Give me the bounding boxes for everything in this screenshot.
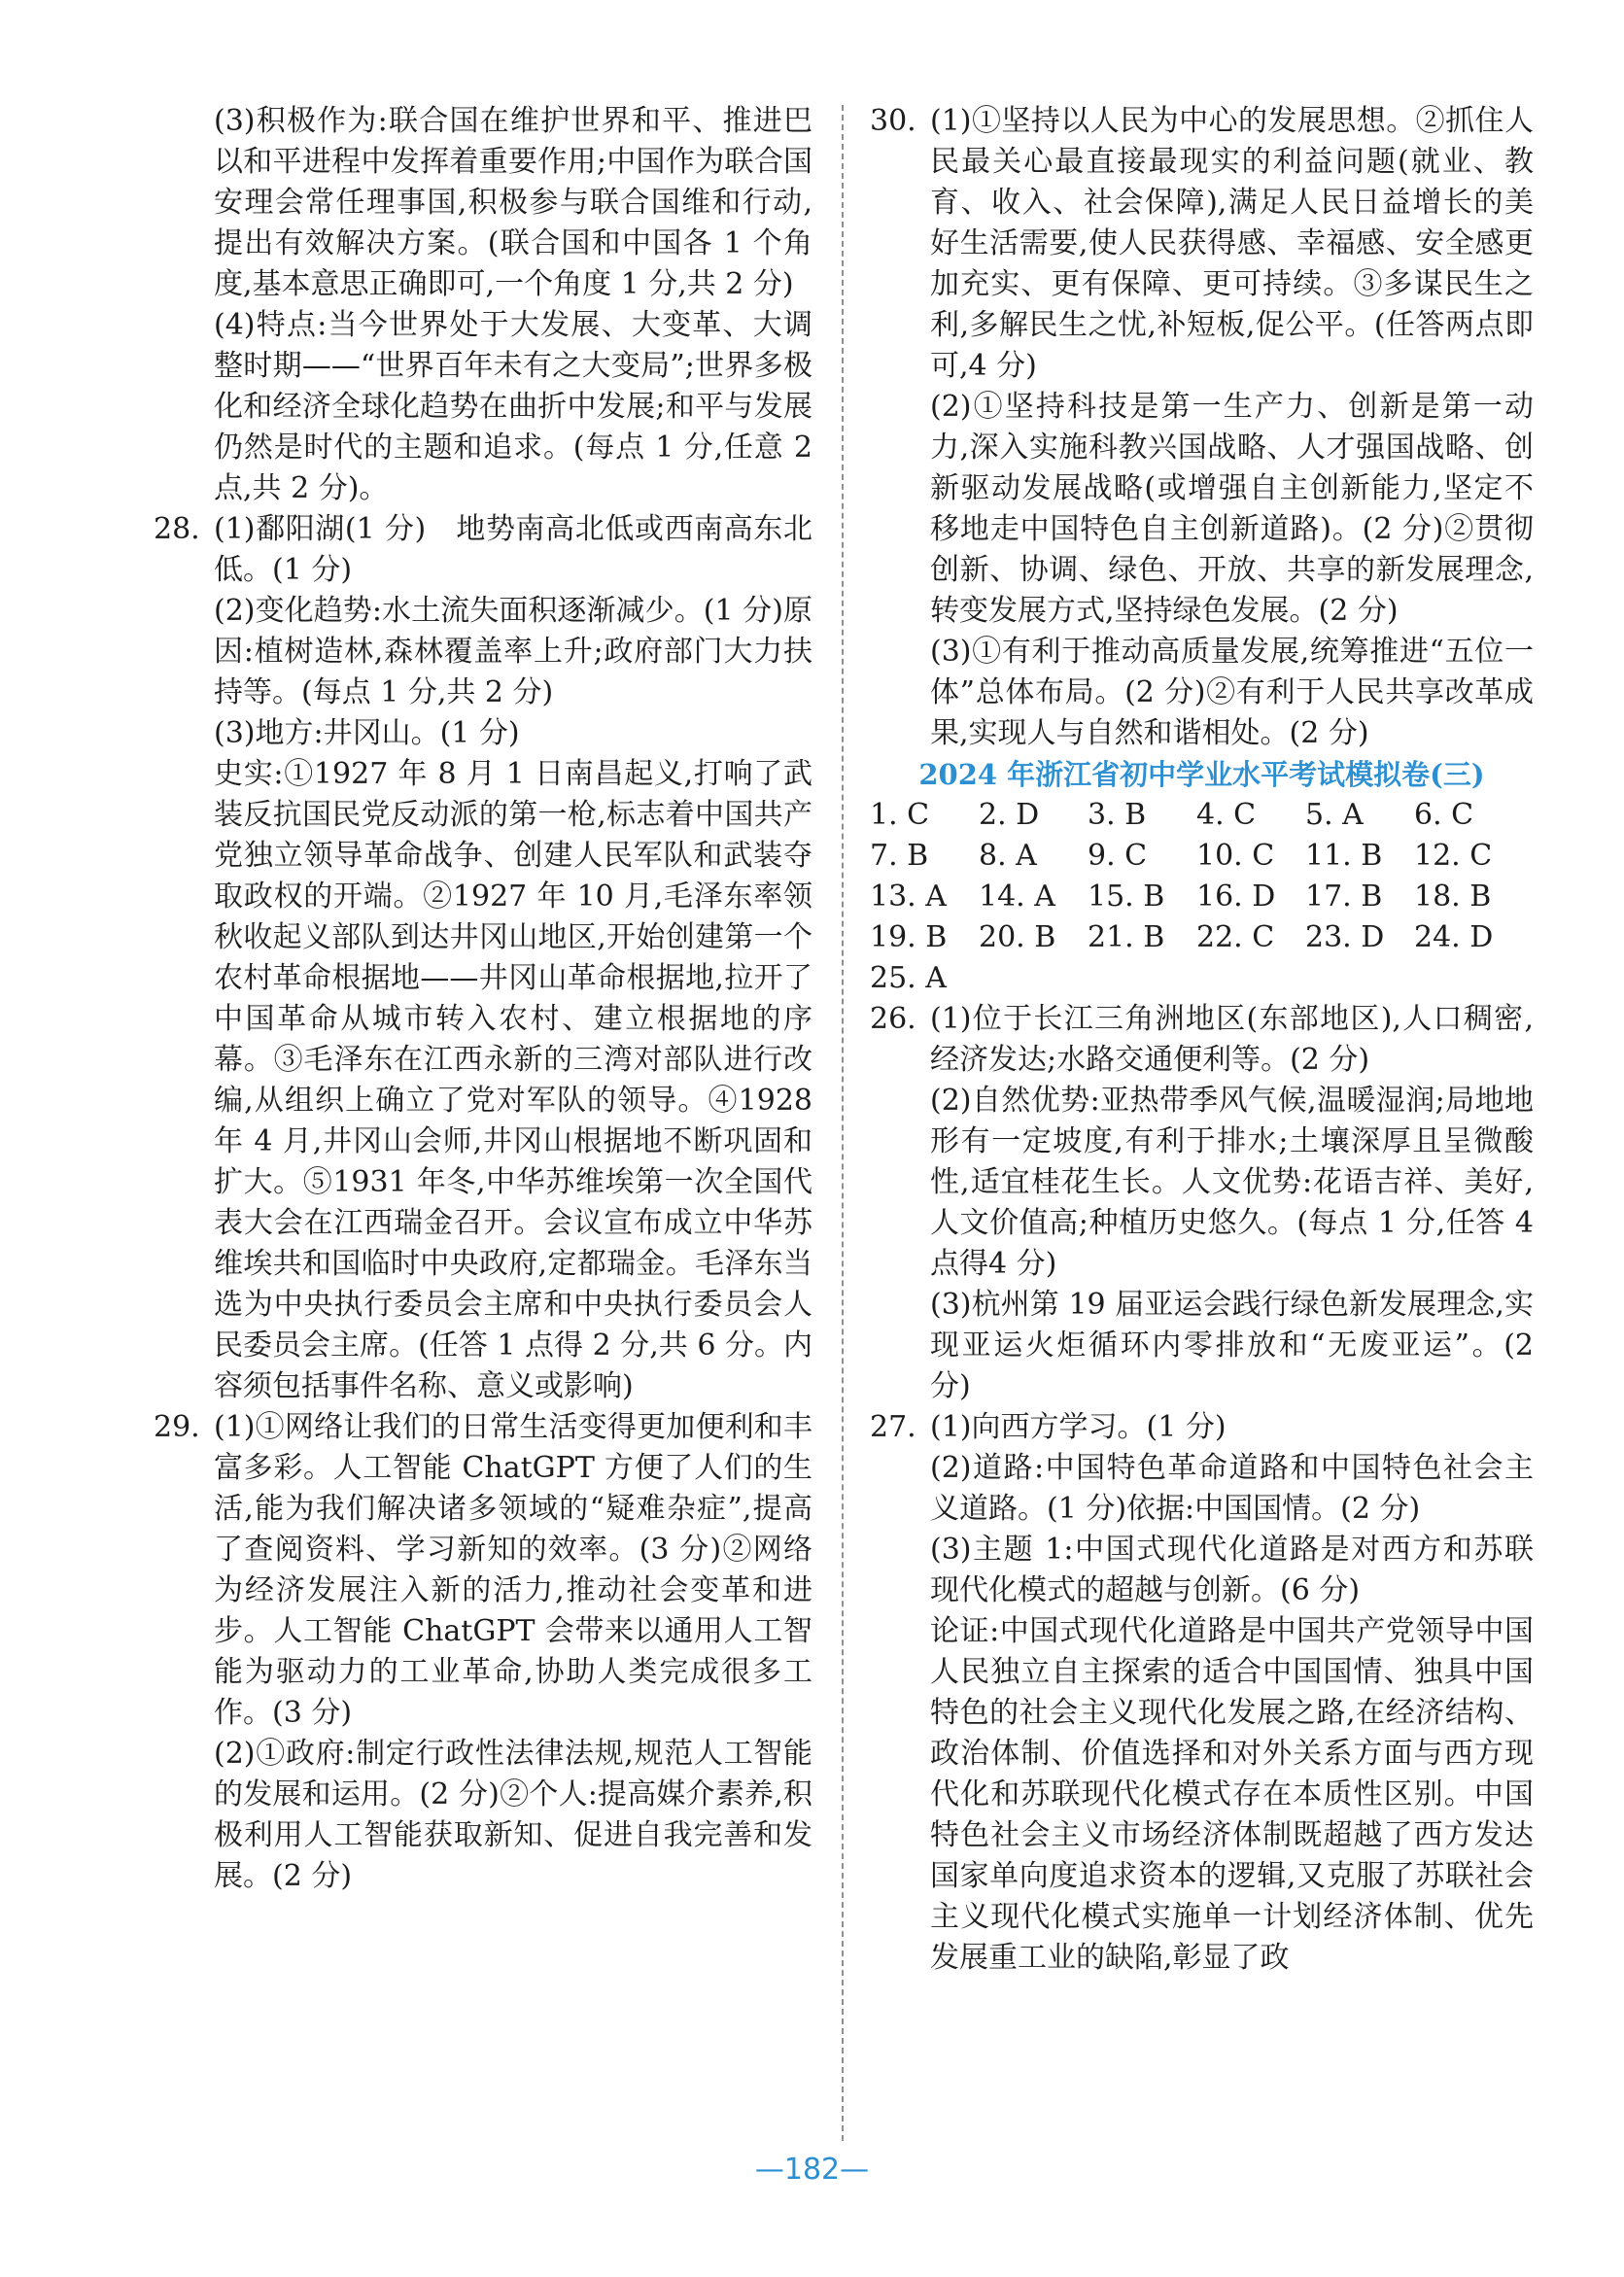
question-number: 28. [154, 512, 200, 546]
choice-answer: 23. D [1305, 920, 1385, 954]
right-column-bottom [870, 999, 1534, 1979]
answer-paragraph [870, 1448, 1534, 1530]
answer-text: (2)自然优势:亚热带季风气候,温暖湿润;局地地形有一定坡度,有利于排水;土壤深厚且呈微酸性,适宜桂花生长。人文优势:花语吉祥、美好,人文价值高;种植历史悠久。(每点 1 分,任答 4 点得4 分) [930, 1084, 1534, 1281]
choice-answer: 5. A [1305, 798, 1364, 832]
choice-answer: 6. C [1414, 798, 1474, 832]
answer-paragraph [870, 1530, 1534, 1611]
answer-text: 史实:①1927 年 8 月 1 日南昌起义,打响了武装反抗国民党反动派的第一枪,标志着中国共产党独立领导革命战争、创建人民军队和武装夺取政权的开端。②1927 年 10 月,毛泽东率领秋收起义部队到达井冈山地区,开始创建第一个农村革命根据地——井冈山革命根据地,拉开了中国革命从城市转入农村、建立根据地的序幕。③毛泽东在江西永新的三湾对部队进行改编,从组织上确立了党对军队的领导。④1928 年 4 月,井冈山会师,井冈山根据地不断巩固和扩大。⑤1931 年冬,中华苏维埃第一次全国代表大会在江西瑞金召开。会议宣布成立中华苏维埃共和国临时中央政府,定都瑞金。毛泽东当选为中央执行委员会主席和中央执行委员会人民委员会主席。(任答 1 点得 2 分,共 6 分。内容须包括事件名称、意义或影响) [214, 757, 812, 1403]
answer-text: (1)鄱阳湖(1 分) 地势南高北低或西南高东北低。(1 分) [214, 512, 812, 587]
question-answer [870, 999, 1534, 1081]
choice-answer: 10. C [1196, 839, 1275, 873]
answer-text: (3)主题 1:中国式现代化道路是对西方和苏联现代化模式的超越与创新。(6 分) [930, 1533, 1534, 1607]
answer-row [870, 958, 1534, 999]
choice-answer: 22. C [1196, 920, 1275, 954]
answer-text: (2)道路:中国特色革命道路和中国特色社会主义道路。(1 分)依据:中国国情。(2 分) [930, 1451, 1534, 1526]
page-number: —182— [754, 2153, 870, 2187]
question-answer [154, 1407, 812, 1734]
answer-paragraph [154, 591, 812, 713]
question-answer [154, 509, 812, 591]
choice-answer: 7. B [870, 839, 929, 873]
choice-answer: 12. C [1414, 839, 1493, 873]
answer-text: (1)位于长江三角洲地区(东部地区),人口稠密,经济发达;水路交通便利等。(2 分) [930, 1002, 1534, 1077]
choice-answer: 14. A [979, 880, 1055, 914]
choice-answer: 13. A [870, 880, 947, 914]
answer-row [870, 877, 1534, 917]
choice-answer: 3. B [1088, 798, 1147, 832]
question-number: 27. [870, 1410, 916, 1444]
choice-answer: 11. B [1305, 839, 1383, 873]
answer-row [870, 836, 1534, 877]
choice-answer: 24. D [1414, 920, 1494, 954]
answer-paragraph [154, 754, 812, 1407]
left-column [154, 101, 812, 1897]
answer-text: (3)杭州第 19 届亚运会践行绿色新发展理念,实现亚运火炬循环内零排放和“无废亚运”。(2 分) [930, 1288, 1534, 1403]
answer-text: (1)①网络让我们的日常生活变得更加便利和丰富多彩。人工智能 ChatGPT 方便了人们的生活,能为我们解决诸多领域的“疑难杂症”,提高了查阅资料、学习新知的效率。(3 分)②网络为经济发展注入新的活力,推动社会变革和进步。人工智能 ChatGPT 会带来以通用人工智能为驱动力的工业革命,协助人类完成很多工作。(3 分) [214, 1410, 812, 1730]
choice-answer: 15. B [1088, 880, 1165, 914]
answer-text: (2)①坚持科技是第一生产力、创新是第一动力,深入实施科教兴国战略、人才强国战略、创新驱动发展战略(或增强自主创新能力,坚定不移地走中国特色自主创新道路)。(2 分)②贯彻创新、协调、绿色、开放、共享的新发展理念,转变发展方式,坚持绿色发展。(2 分) [930, 390, 1534, 628]
answer-paragraph [870, 1081, 1534, 1285]
question-answer [870, 1407, 1534, 1448]
answer-paragraph [870, 1611, 1534, 1979]
question-answer [870, 101, 1534, 387]
choice-answer: 2. D [979, 798, 1040, 832]
right-column [870, 101, 1534, 1979]
choice-answer: 17. B [1305, 880, 1383, 914]
answer-row [870, 917, 1534, 958]
answer-paragraph [154, 101, 812, 305]
answer-text: (2)变化趋势:水土流失面积逐渐减少。(1 分)原因:植树造林,森林覆盖率上升;政府部门大力扶持等。(每点 1 分,共 2 分) [214, 594, 812, 709]
choice-answer: 20. B [979, 920, 1056, 954]
answer-text: (1)①坚持以人民为中心的发展思想。②抓住人民最关心最直接最现实的利益问题(就业、教育、收入、社会保障),满足人民日益增长的美好生活需要,使人民获得感、幸福感、安全感更加充实、更有保障、更可持续。③多谋民生之利,多解民生之忧,补短板,促公平。(任答两点即可,4 分) [930, 104, 1534, 383]
choice-answer: 1. C [870, 798, 930, 832]
choice-answer: 4. C [1196, 798, 1257, 832]
answer-text: (3)①有利于推动高质量发展,统筹推进“五位一体”总体布局。(2 分)②有利于人民共享改革成果,实现人与自然和谐相处。(2 分) [930, 635, 1534, 750]
answer-text: (3)积极作为:联合国在维护世界和平、推进巴以和平进程中发挥着重要作用;中国作为联合国安理会常任理事国,积极参与联合国维和行动,提出有效解决方案。(联合国和中国各 1 个角度,基本意思正确即可,一个角度 1 分,共 2 分) [214, 104, 812, 301]
answer-text: 论证:中国式现代化道路是中国共产党领导中国人民独立自主探索的适合中国国情、独具中国特色的社会主义现代化发展之路,在经济结构、政治体制、价值选择和对外关系方面与西方现代化和苏联现代化模式存在本质性区别。中国特色社会主义市场经济体制既超越了西方发达国家单向度追求资本的逻辑,又克服了苏联社会主义现代化模式实施单一计划经济体制、优先发展重工业的缺陷,彰显了政 [930, 1614, 1534, 1975]
column-divider [842, 105, 844, 2141]
choice-answer: 18. B [1414, 880, 1492, 914]
choice-answer: 21. B [1088, 920, 1165, 954]
answer-paragraph [870, 1285, 1534, 1407]
answer-paragraph [154, 1734, 812, 1897]
right-column-top [870, 101, 1534, 754]
answer-row [870, 795, 1534, 836]
answer-text: (4)特点:当今世界处于大发展、大变革、大调整时期——“世界百年未有之大变局”;世界多极化和经济全球化趋势在曲折中发展;和平与发展仍然是时代的主题和追求。(每点 1 分,任意 2 点,共 2 分)。 [214, 308, 812, 505]
question-number: 29. [154, 1410, 200, 1444]
question-number: 30. [870, 104, 916, 138]
choice-answer: 16. D [1196, 880, 1276, 914]
answer-text: (2)①政府:制定行政性法律法规,规范人工智能的发展和运用。(2 分)②个人:提高媒介素养,积极利用人工智能获取新知、促进自我完善和发展。(2 分) [214, 1737, 812, 1893]
answer-paragraph [154, 713, 812, 754]
answer-paragraph [870, 632, 1534, 754]
section-title: 2024 年浙江省初中学业水平考试模拟卷(三) [918, 758, 1485, 791]
choice-answers [870, 795, 1534, 999]
choice-answer: 9. C [1088, 839, 1148, 873]
answer-text: (3)地方:井冈山。(1 分) [214, 716, 520, 750]
answer-text: (1)向西方学习。(1 分) [930, 1410, 1227, 1444]
choice-answer: 19. B [870, 920, 948, 954]
choice-answer: 8. A [979, 839, 1037, 873]
answer-paragraph [154, 305, 812, 509]
question-number: 26. [870, 1002, 916, 1036]
answer-paragraph [870, 387, 1534, 632]
choice-answer: 25. A [870, 961, 947, 995]
